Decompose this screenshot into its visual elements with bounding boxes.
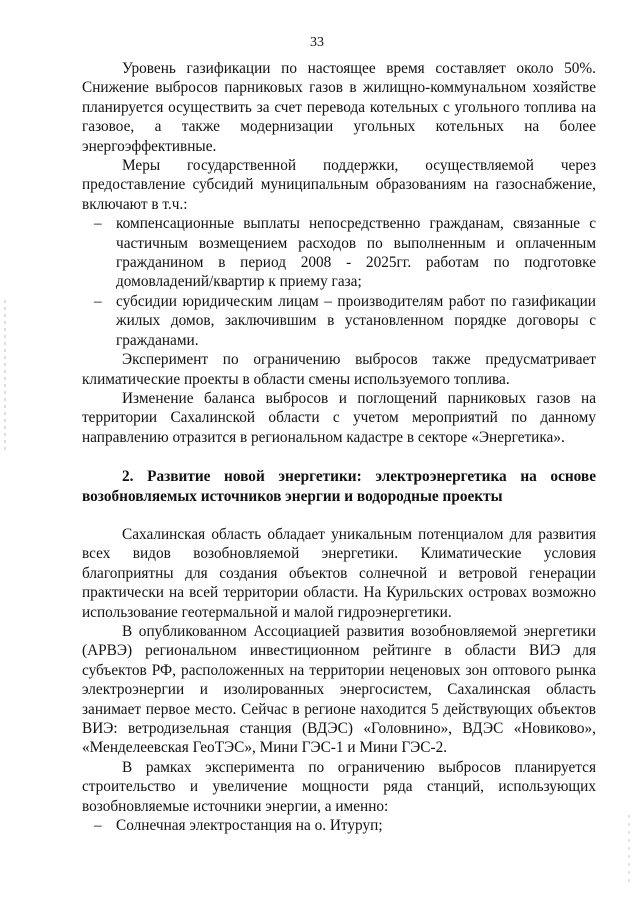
- paragraph-gasification-level: Уровень газификации по настоящее время составляет около 50%. Снижение выбросов парниковых газов в жилищно-коммунальном хозяйстве планируется осуществить за счет перевода котельных с угольного топлива на газовое, а также модернизации угольных котельных на более энергоэффективные.: [82, 60, 596, 155]
- list-item: [82, 214, 596, 292]
- planned-stations-list: [82, 816, 596, 835]
- list-dash: –: [94, 292, 102, 310]
- list-item: [82, 816, 596, 835]
- list-dash: –: [94, 215, 102, 233]
- list-item-text: субсидии юридическим лицам – производителям работ по газификации жилых домов, заключившим в установленном порядке договоры с гражданами.: [116, 292, 596, 349]
- support-measures-list: [82, 214, 596, 350]
- list-item-text: Солнечная электростанция на о. Итуруп;: [116, 817, 383, 835]
- page-number: 33: [310, 35, 324, 50]
- scan-edge-mark-right: [628, 815, 630, 885]
- paragraph-balance-change: Изменение баланса выбросов и поглощений парниковых газов на территории Сахалинской области с учетом мероприятий по данному направлению отразится в региональном кадастре в секторе «Энергетика».: [82, 389, 596, 446]
- paragraph-support-measures: Меры государственной поддержки, осуществляемой через предоставление субсидий муниципальным образованиям на газоснабжение, включают в т.ч.:: [82, 157, 596, 213]
- scan-edge-mark: [4, 300, 6, 450]
- document-body: [82, 59, 596, 835]
- section-heading: 2. Развитие новой энергетики: электроэнергетика на основе возобновляемых источников энергии и водородные проекты: [82, 468, 596, 505]
- paragraph-experiment: Эксперимент по ограничению выбросов также предусматривает климатические проекты в области смены используемого топлива.: [82, 351, 596, 388]
- spacer: [82, 447, 596, 467]
- paragraph-arve-rating: В опубликованном Ассоциацией развития возобновляемой энергетики (АРВЭ) региональном инвестиционном рейтинге в области ВИЭ для субъектов РФ, расположенных на территории неценовых зон оптового рынка электроэнергии и изолированных энергосистем, Сахалинская область занимает первое место. Сейчас в регионе находится 5 действующих объектов ВИЭ: ветродизельная станция (ВДЭС) «Головнино», ВДЭС «Новиково», «Менделеевская ГеоТЭС», Мини ГЭС-1 и Мини ГЭС-2.: [82, 622, 596, 757]
- spacer: [82, 506, 596, 525]
- list-item-text: компенсационные выплаты непосредственно гражданам, связанные с частичным возмещением расходов по выполненным и оплаченным гражданином в период 2008 - 2025гг. работам по подготовке домовладений/квартир к приему газа;: [116, 215, 596, 291]
- paragraph-sakhalin-potential: Сахалинская область обладает уникальным потенциалом для развития всех видов возобновляемой энергетики. Климатические условия благоприятны для создания объектов солнечной и ветровой генерации практически на всей территории области. На Курильских островах возможно использование геотермальной и малой гидроэнергетики.: [82, 525, 596, 621]
- paragraph-planned-construction: В рамках эксперимента по ограничению выбросов планируется строительство и увеличение мощности ряда станций, использующих возобновляемые источники энергии, а именно:: [82, 758, 596, 815]
- list-dash: –: [94, 817, 102, 835]
- list-item: [82, 292, 596, 350]
